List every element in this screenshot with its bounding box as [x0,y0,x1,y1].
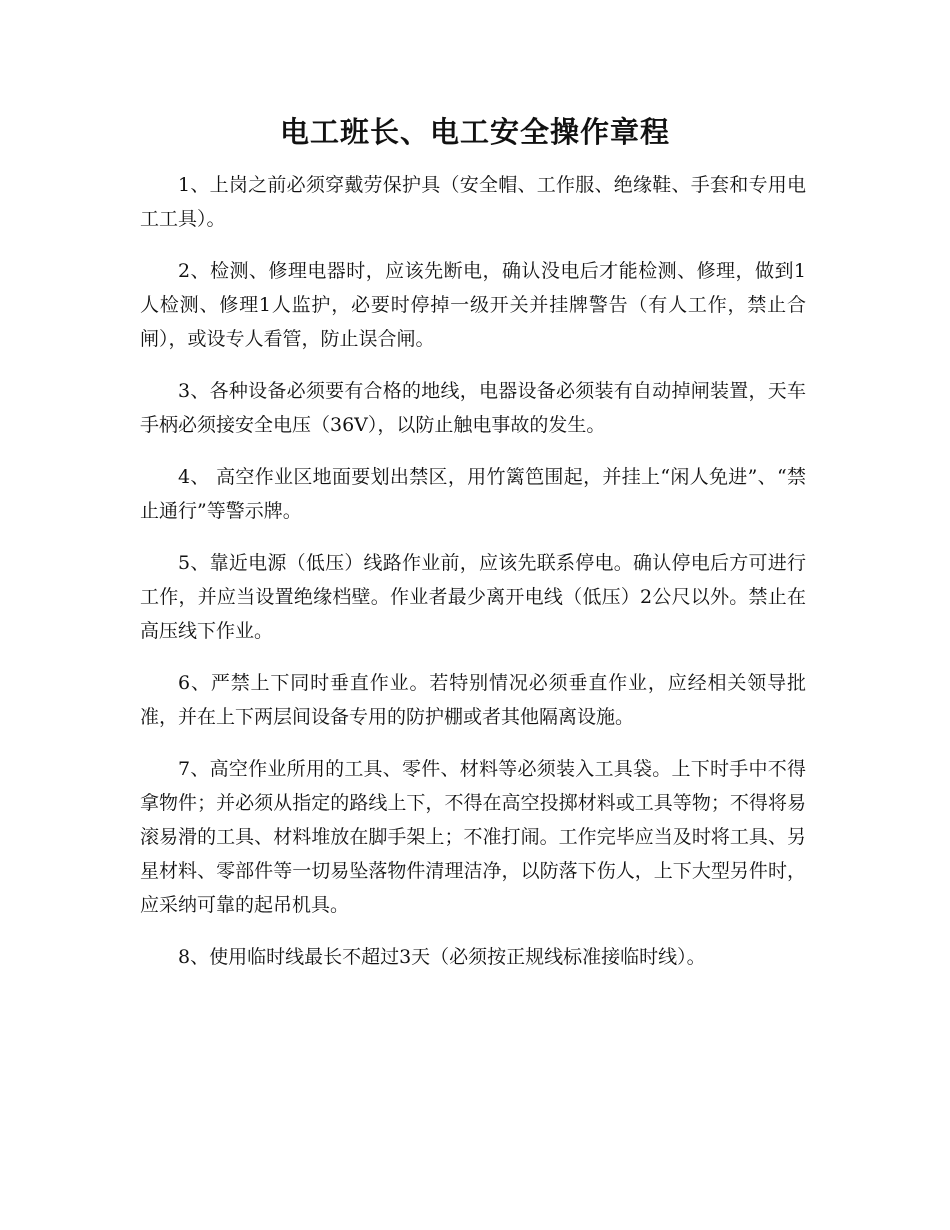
rule-paragraph-3: 3、各种设备必须要有合格的地线，电器设备必须装有自动掉闸装置，天车手柄必须接安全电压（36V），以防止触电事故的发生。 [140,380,806,436]
rule-paragraph-2: 2、检测、修理电器时，应该先断电，确认没电后才能检测、修理，做到1人检测、修理1人监护，必要时停掉一级开关并挂牌警告（有人工作，禁止合闸），或设专人看管，防止误合闸。 [140,260,806,350]
rule-paragraph-1: 1、上岗之前必须穿戴劳保护具（安全帽、工作服、绝缘鞋、手套和专用电工工具）。 [140,174,806,230]
document-body [140,168,806,992]
rule-paragraph-8: 8、使用临时线最长不超过3天（必须按正规线标准接临时线）。 [178,946,706,968]
document-title: 电工班长、电工安全操作章程 [279,115,670,149]
rule-paragraph-7: 7、高空作业所用的工具、零件、材料等必须装入工具袋。上下时手中不得拿物件；并必须从指定的路线上下，不得在高空投掷材料或工具等物；不得将易滚易滑的工具、材料堆放在脚手架上；不准打闹。工作完毕应当及时将工具、另星材料、零部件等一切易坠落物件清理洁净，以防落下伤人，上下大型另件时，应采纳可靠的起吊机具。 [140,758,806,916]
rule-paragraph-6: 6、严禁上下同时垂直作业。若特别情况必须垂直作业，应经相关领导批准，并在上下两层间设备专用的防护棚或者其他隔离设施。 [140,672,806,728]
rule-paragraph-4: 4、 高空作业区地面要划出禁区，用竹篱笆围起，并挂上“闲人免进”、“禁止通行”等警示牌。 [140,466,806,522]
rule-paragraph-5: 5、靠近电源（低压）线路作业前，应该先联系停电。确认停电后方可进行工作，并应当设置绝缘档壁。作业者最少离开电线（低压）2公尺以外。禁止在高压线下作业。 [140,552,806,642]
